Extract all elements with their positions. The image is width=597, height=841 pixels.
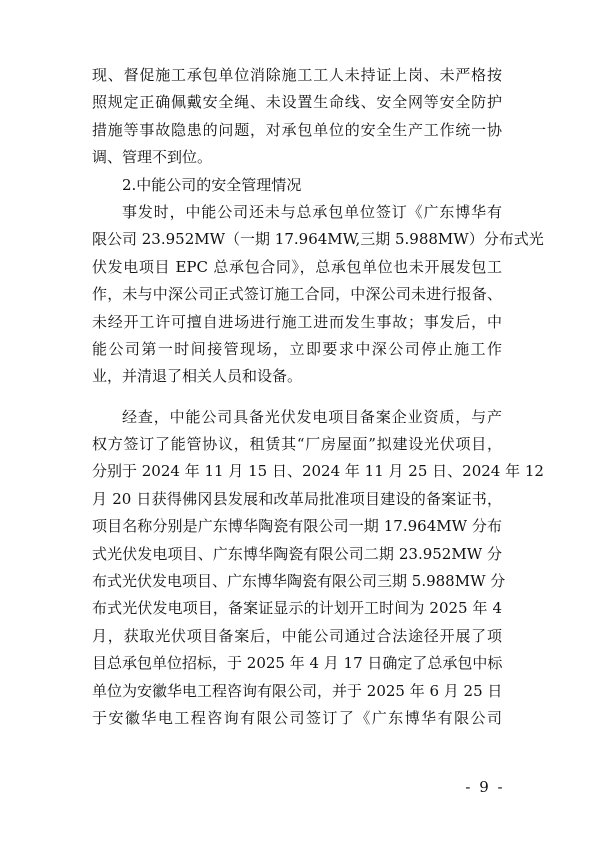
paragraph-gap [92,391,502,404]
paragraph-line: 式光伏发电项目、广东博华陶瓷有限公司二期 23.952MW 分 [92,544,502,563]
paragraph-line: 布式光伏发电项目、广东博华陶瓷有限公司三期 5.988MW 分 [92,572,506,591]
paragraph-line: 分别于 2024 年 11 月 15 日、2024 年 11 月 25 日、2024 年 12 [92,462,544,481]
paragraph-line: 业，并清退了相关人员和设备。 [92,367,303,386]
paragraph-line: 照规定正确佩戴安全绳、未设置生命线、安全网等安全防护 [92,93,502,112]
paragraph-line: 事发时，中能公司还未与总承包单位签订《广东博华有 [122,202,502,221]
paragraph-line: 目总承包单位招标，于 2025 年 4 月 17 日确定了总承包中标 [92,654,503,673]
page-number: - 9 - [465,778,505,796]
paragraph-line: 经查，中能公司具备光伏发电项目备案企业资质，与产 [122,407,502,426]
paragraph-line: 项目名称分别是广东博华陶瓷有限公司一期 17.964MW 分布 [92,517,502,536]
paragraph-line: 现、督促施工承包单位消除施工工人未持证上岗、未严格按 [92,66,502,84]
paragraph-line: 于安徽华电工程咨询有限公司签订了《广东博华有限公司 [92,708,502,727]
paragraph-line: 布式光伏发电项目，备案证显示的计划开工时间为 2025 年 4 [92,599,502,618]
paragraph-line: 措施等事故隐患的问题，对承包单位的安全生产工作统一协 [92,120,502,139]
paragraph-line: 单位为安徽华电工程咨询有限公司，并于 2025 年 6 月 25 日 [92,681,503,700]
paragraph-line: 权方签订了能管协议，租赁其“厂房屋面”拟建设光伏项目， [92,435,502,454]
paragraph-line: 调、管理不到位。 [92,148,213,167]
body-text [92,62,544,732]
paragraph-line: 月，获取光伏项目备案后，中能公司通过合法途径开展了项 [92,626,502,645]
paragraph-line: 月 20 日获得佛冈县发展和改革局批准项目建设的备案证书， [92,489,502,508]
paragraph-line: 限公司 23.952MW（一期 17.964MW,三期 5.988MW）分布式光 [92,230,544,249]
paragraph-line: 能公司第一时间接管现场，立即要求中深公司停止施工作 [92,339,502,358]
paragraph-line: 伏发电项目 EPC 总承包合同》，总承包单位也未开展发包工 [92,257,502,276]
paragraph-line: 未经开工许可擅自进场进行施工进而发生事故；事发后，中 [92,312,502,331]
paragraph-line: 作，未与中深公司正式签订施工合同，中深公司未进行报备、 [92,285,502,304]
section-heading: 2.中能公司的安全管理情况 [122,175,302,194]
